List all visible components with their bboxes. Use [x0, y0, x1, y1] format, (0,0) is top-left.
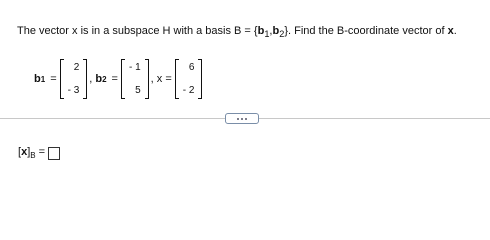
b2-equals: =: [111, 73, 118, 85]
question-prefix: The vector x is in a subspace H with a basis B = {: [17, 25, 258, 37]
b1-label: [34, 73, 45, 85]
question-text: [17, 25, 457, 39]
question-suffix: }. Find the B-coordinate vector of: [284, 25, 448, 37]
question-b2-sub: 2: [279, 29, 285, 40]
more-options-button[interactable]: [225, 113, 259, 124]
vector-definitions: [34, 56, 202, 102]
x-matrix: [179, 62, 199, 96]
question-b2: b: [272, 25, 280, 37]
b1-sub: 1: [40, 75, 46, 84]
b2-matrix: [125, 62, 145, 96]
answer-input[interactable]: [48, 147, 60, 160]
b1-equals: =: [50, 73, 57, 85]
b2-name: b: [95, 73, 103, 85]
ellipsis-icon: [237, 118, 239, 120]
b2-label: [95, 73, 106, 85]
b1-entry-top: 2: [73, 62, 80, 73]
question-period: .: [453, 25, 457, 37]
b1-entry-bottom: - 3: [67, 85, 80, 96]
x-label: , x =: [150, 73, 172, 85]
x-bracket-right: [198, 59, 202, 99]
x-entry-top: 6: [188, 62, 195, 73]
question-b1: b: [257, 25, 265, 37]
b1-separator: ,: [89, 73, 93, 85]
answer-label: [18, 146, 45, 160]
b1-matrix: [64, 62, 84, 96]
question-comma: ,: [269, 25, 273, 37]
question-b1-sub: 1: [264, 29, 270, 40]
answer-bracket-close: ]: [27, 146, 31, 158]
ellipsis-icon: [241, 118, 243, 120]
answer-row: [18, 146, 60, 160]
answer-sub: B: [30, 151, 36, 161]
b2-bracket-right: [145, 59, 149, 99]
b1-bracket-right: [83, 59, 87, 99]
b1-name: b: [34, 73, 41, 85]
b2-entry-top: - 1: [128, 62, 141, 73]
answer-equals: =: [35, 146, 46, 158]
ellipsis-icon: [245, 118, 247, 120]
b2-sub: 2: [102, 75, 107, 84]
x-entry-bottom: - 2: [182, 85, 195, 96]
answer-x: x: [21, 146, 28, 158]
question-x: x: [447, 25, 454, 37]
answer-bracket-open: [: [18, 146, 22, 158]
b2-entry-bottom: 5: [135, 85, 141, 96]
